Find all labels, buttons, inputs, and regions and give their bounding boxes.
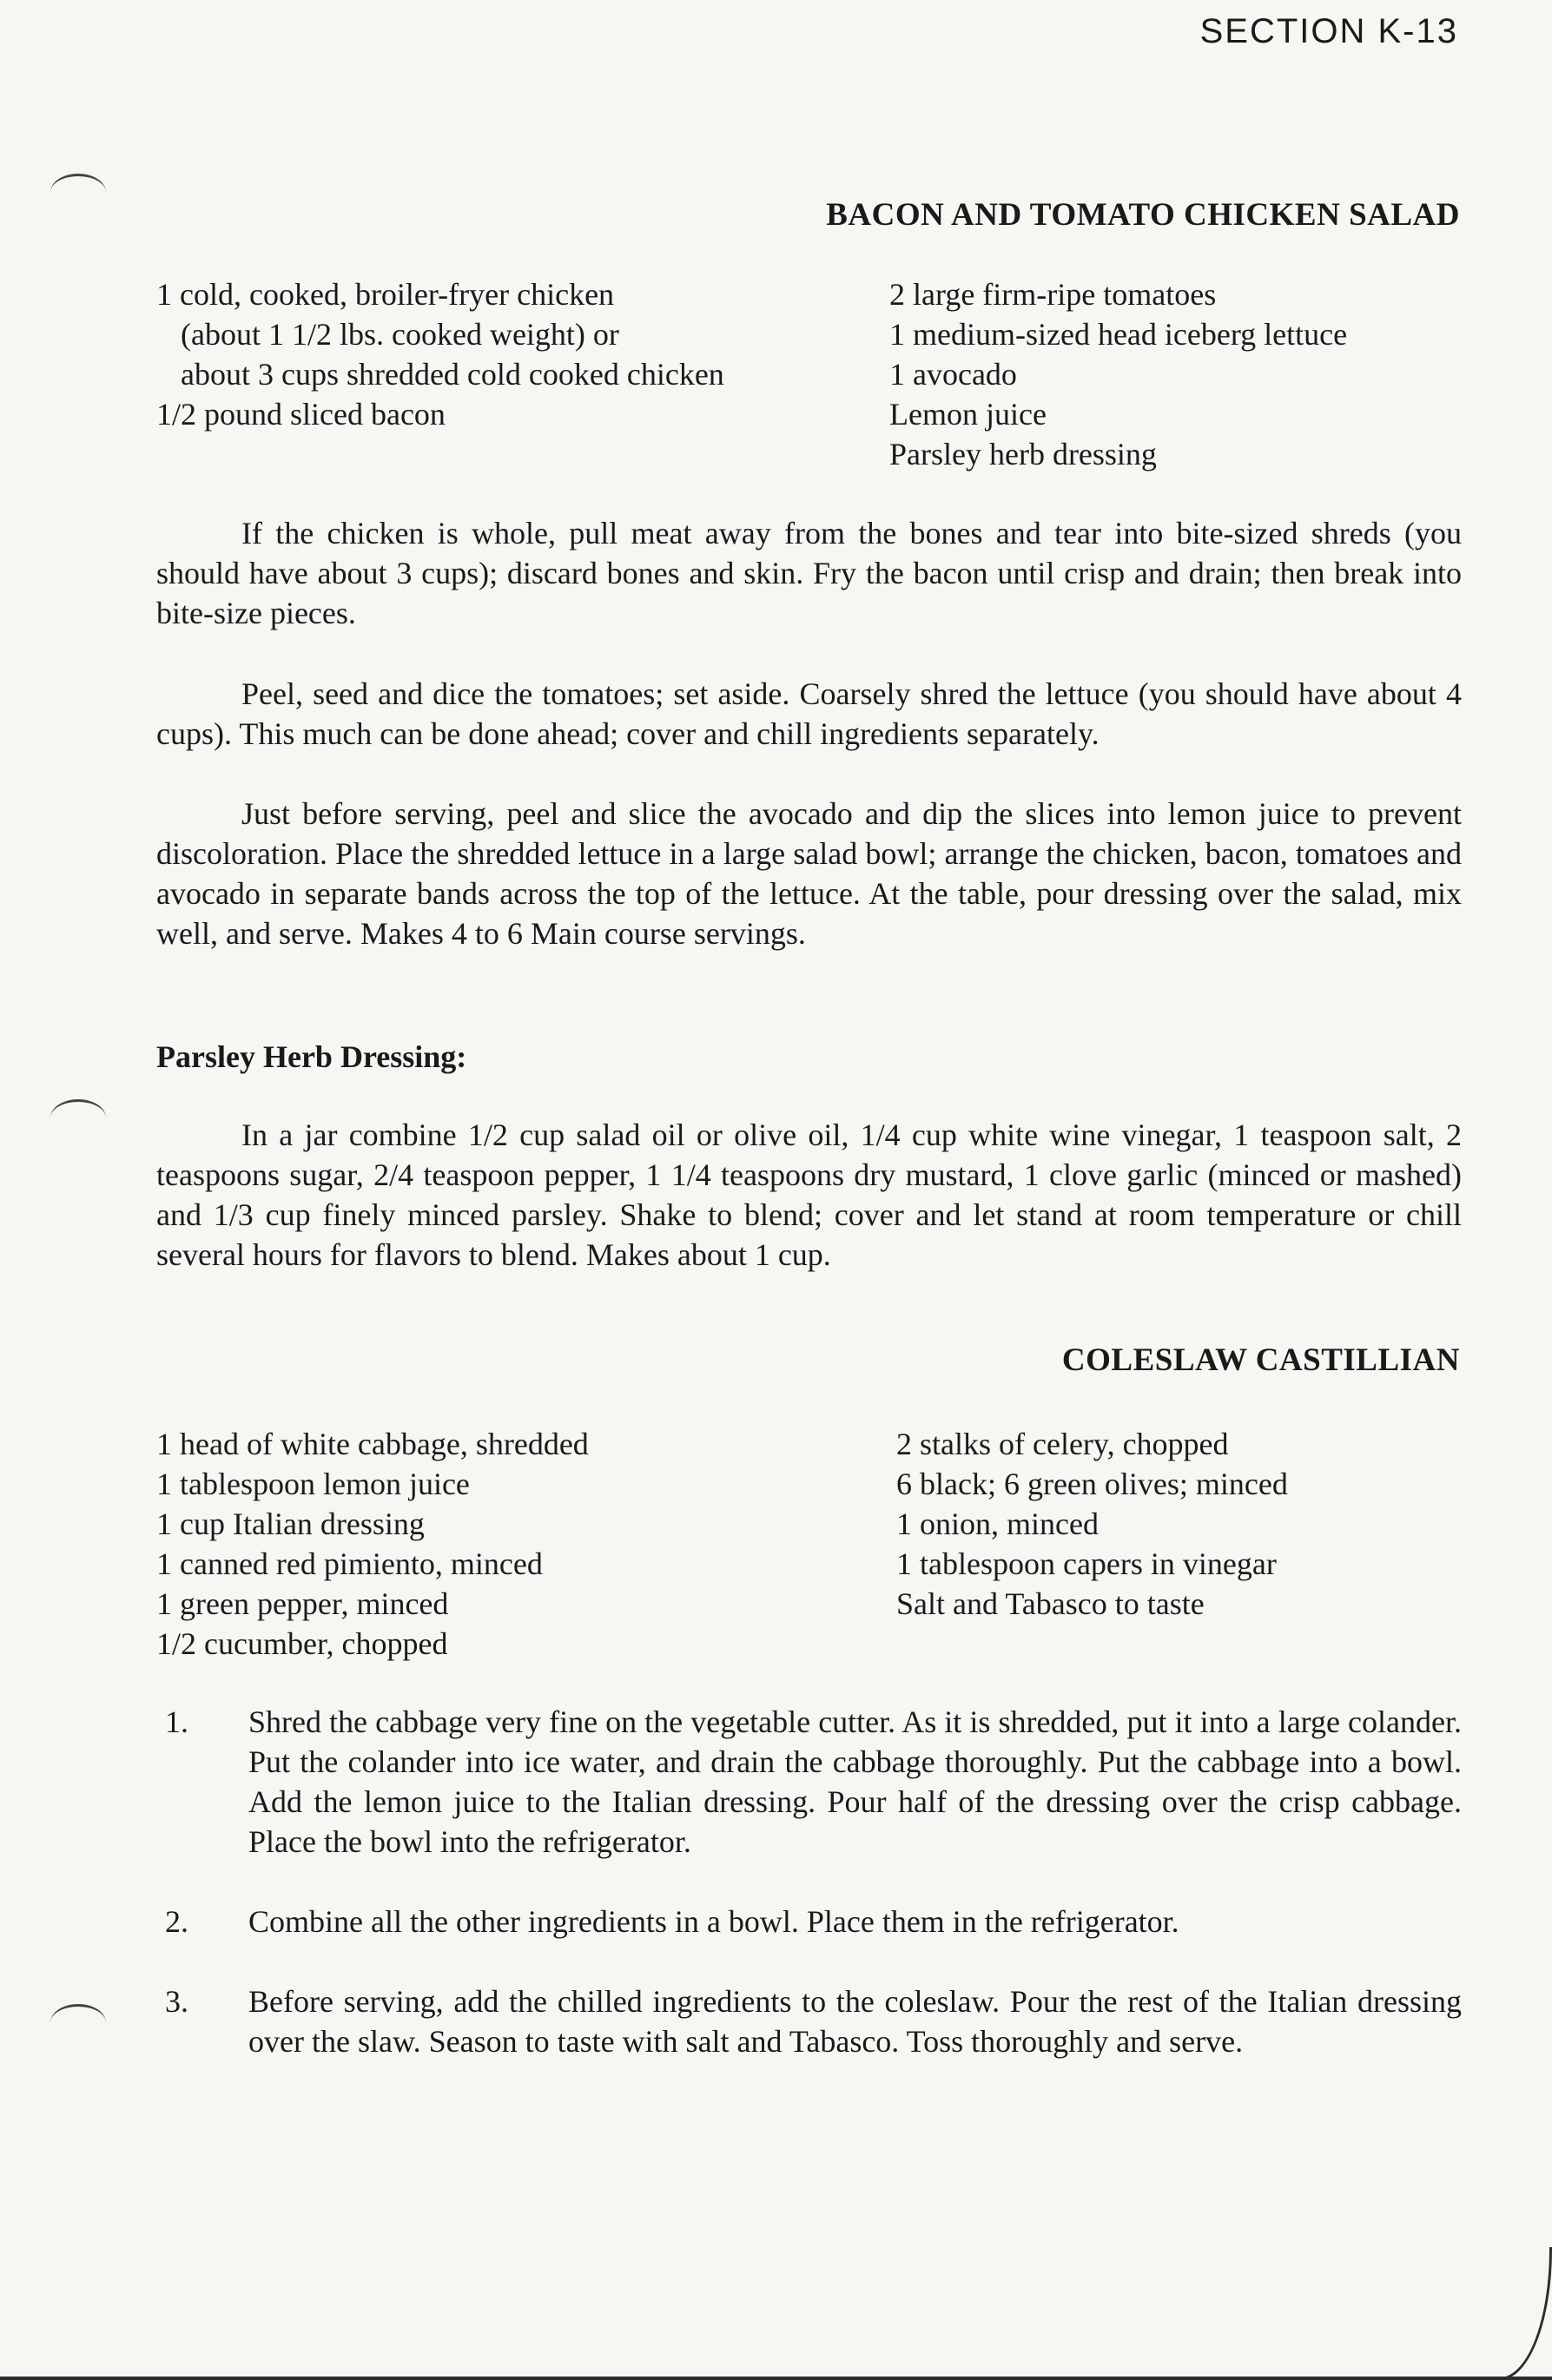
step-number: 3.	[165, 1984, 188, 2019]
ingredient-item: 1/2 cucumber, chopped	[156, 1626, 448, 1661]
step-text: Before serving, add the chilled ingredients to the coleslaw. Pour the rest of the Italian dressing over the slaw. Season to taste with salt and Tabasco. Toss thoroughly and serve.	[248, 1984, 1462, 2059]
recipe-title: COLESLAW CASTILLIAN	[1061, 1342, 1460, 1378]
ingredient-item: 1 onion, minced	[896, 1506, 1099, 1541]
recipe-title: BACON AND TOMATO CHICKEN SALAD	[826, 197, 1460, 233]
ingredients-left-column	[156, 274, 724, 434]
ingredient-item: Salt and Tabasco to taste	[896, 1586, 1205, 1621]
page-bottom-edge	[0, 2377, 1552, 2380]
step-text: Shred the cabbage very fine on the vegetable cutter. As it is shredded, put it into a large colander. Put the colander into ice water, and drain the cabbage thoroughly. Put the cabbage into a bowl. Add the lemon juice to the Italian dressing. Pour half of the dressing over the crisp cabbage. Place the bowl into the refrigerator.	[248, 1704, 1462, 1859]
step-text: Combine all the other ingredients in a bowl. Place them in the refrigerator.	[248, 1904, 1179, 1939]
ingredient-item: 6 black; 6 green olives; minced	[896, 1467, 1288, 1501]
ingredient-item: Parsley herb dressing	[889, 437, 1157, 471]
dressing-paragraph: In a jar combine 1/2 cup salad oil or olive oil, 1/4 cup white wine vinegar, 1 teaspoon salt, 2 teaspoons sugar, 2/4 teaspoon pepper, 1 1/4 teaspoons dry mustard, 1 clove garlic (minced or mashed) and 1/3 cup finely minced parsley. Shake to blend; cover and let stand at room temperature or chill several hours for flavors to blend. Makes about 1 cup.	[156, 1117, 1462, 1272]
instruction-paragraph: Just before serving, peel and slice the avocado and dip the slices into lemon juice to prevent discoloration. Place the shredded lettuce in a large salad bowl; arrange the chicken, bacon, tomatoes and avocado in separate bands across the top of the lettuce. At the table, pour dressing over the salad, mix well, and serve. Makes 4 to 6 Main course servings.	[156, 796, 1462, 951]
ingredient-item: 1/2 pound sliced bacon	[156, 397, 446, 432]
ingredient-item: 1 tablespoon lemon juice	[156, 1467, 470, 1501]
instruction-paragraph: Peel, seed and dice the tomatoes; set aside. Coarsely shred the lettuce (you should have about 4 cups). This much can be done ahead; cover and chill ingredients separately.	[156, 676, 1462, 751]
ingredient-item: 1 medium-sized head iceberg lettuce	[889, 317, 1348, 352]
ingredient-item: 2 stalks of celery, chopped	[896, 1427, 1229, 1461]
ingredient-item: about 3 cups shredded cold cooked chicken	[181, 357, 724, 392]
step-number: 2.	[165, 1904, 188, 1939]
dressing-heading: Parsley Herb Dressing:	[156, 1039, 467, 1074]
section-header: SECTION K-13	[1199, 12, 1458, 50]
binder-hole-mark	[50, 1099, 106, 1137]
step-number: 1.	[165, 1704, 188, 1739]
numbered-step	[156, 1902, 1462, 1942]
numbered-step	[156, 1702, 1462, 1862]
binder-hole-mark	[50, 2004, 106, 2041]
numbered-step	[156, 1981, 1462, 2061]
ingredient-item: 1 tablespoon capers in vinegar	[896, 1546, 1277, 1581]
binder-hole-mark	[50, 174, 106, 211]
ingredient-item: 1 head of white cabbage, shredded	[156, 1427, 589, 1461]
ingredient-item: 1 canned red pimiento, minced	[156, 1546, 543, 1581]
ingredient-item: Lemon juice	[889, 397, 1047, 432]
page-corner-curve	[1497, 2247, 1552, 2380]
ingredient-item: 1 cup Italian dressing	[156, 1506, 425, 1541]
ingredients-left-column	[156, 1424, 589, 1664]
ingredient-item: 1 green pepper, minced	[156, 1586, 449, 1621]
ingredient-item: (about 1 1/2 lbs. cooked weight) or	[181, 317, 619, 352]
ingredient-item: 1 cold, cooked, broiler-fryer chicken	[156, 277, 615, 312]
ingredients-right-column	[896, 1424, 1288, 1624]
ingredients-right-column	[889, 274, 1347, 474]
instruction-paragraph: If the chicken is whole, pull meat away from the bones and tear into bite-sized shreds (you should have about 3 cups); discard bones and skin. Fry the bacon until crisp and drain; then break into bite-size pieces.	[156, 516, 1462, 630]
ingredient-item: 2 large firm-ripe tomatoes	[889, 277, 1217, 312]
ingredient-item: 1 avocado	[889, 357, 1017, 392]
